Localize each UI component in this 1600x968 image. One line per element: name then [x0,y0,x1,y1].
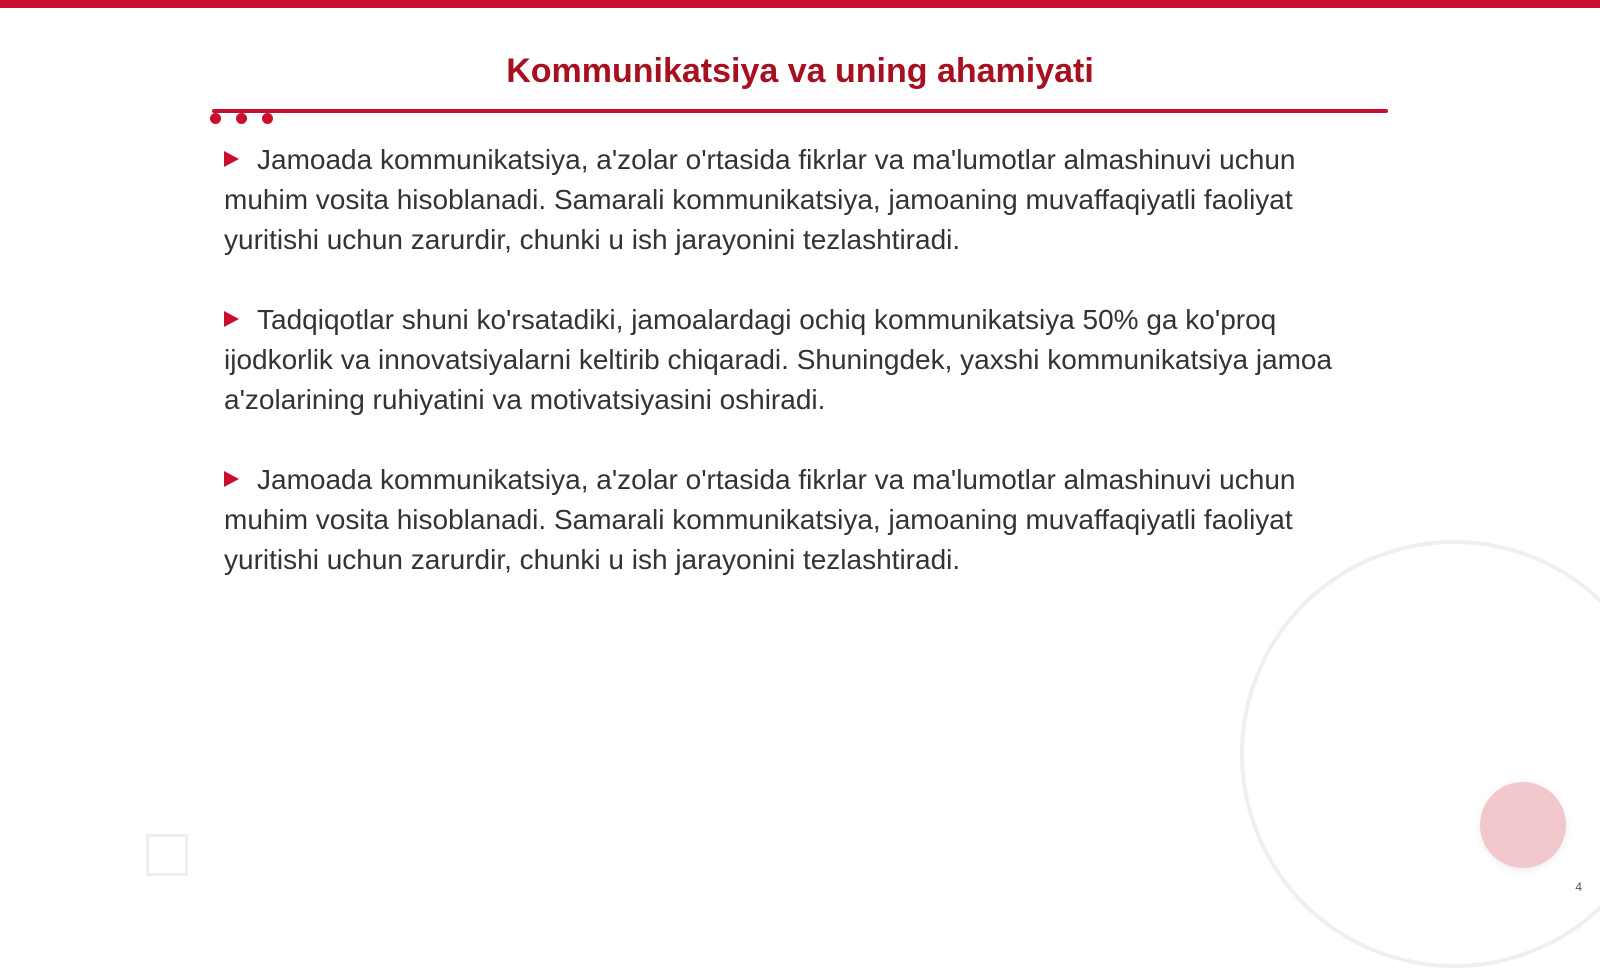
decorative-disc [1480,782,1566,868]
top-accent-bar [0,0,1600,8]
triangle-right-icon [224,311,239,327]
paragraph-text: Tadqiqotlar shuni ko'rsatadiki, jamoalardagi ochiq kommunikatsiya 50% ga ko'proq ijodkorlik va innovatsiyalarni keltirib chiqaradi. Shuningdek, yaxshi kommunikatsiya jamoa a'zolarining ruhiyatini va motivatsiyasini oshiradi. [224,304,1333,415]
title-underline [212,109,1388,113]
paragraph-text: Jamoada kommunikatsiya, a'zolar o'rtasida fikrlar va ma'lumotlar almashinuvi uchun muhim vosita hisoblanadi. Samarali kommunikatsiya, jamoaning muvaffaqiyatli faoliyat yuritishi uchun zarurdir, chunki u ish jarayonini tezlashtiradi. [224,464,1296,575]
page-number: 4 [1575,880,1582,894]
decorative-dot-2 [236,113,247,124]
bullet-paragraph-1 [224,140,1384,260]
decorative-dot-1 [210,113,221,124]
slide-content [224,140,1384,620]
bullet-paragraph-2 [224,300,1384,420]
triangle-right-icon [224,471,239,487]
bullet-paragraph-3 [224,460,1384,580]
paragraph-text: Jamoada kommunikatsiya, a'zolar o'rtasida fikrlar va ma'lumotlar almashinuvi uchun muhim vosita hisoblanadi. Samarali kommunikatsiya, jamoaning muvaffaqiyatli faoliyat yuritishi uchun zarurdir, chunki u ish jarayonini tezlashtiradi. [224,144,1296,255]
triangle-right-icon [224,151,239,167]
decorative-square [146,834,188,876]
slide-title: Kommunikatsiya va uning ahamiyati [506,52,1094,90]
decorative-dot-3 [262,113,273,124]
